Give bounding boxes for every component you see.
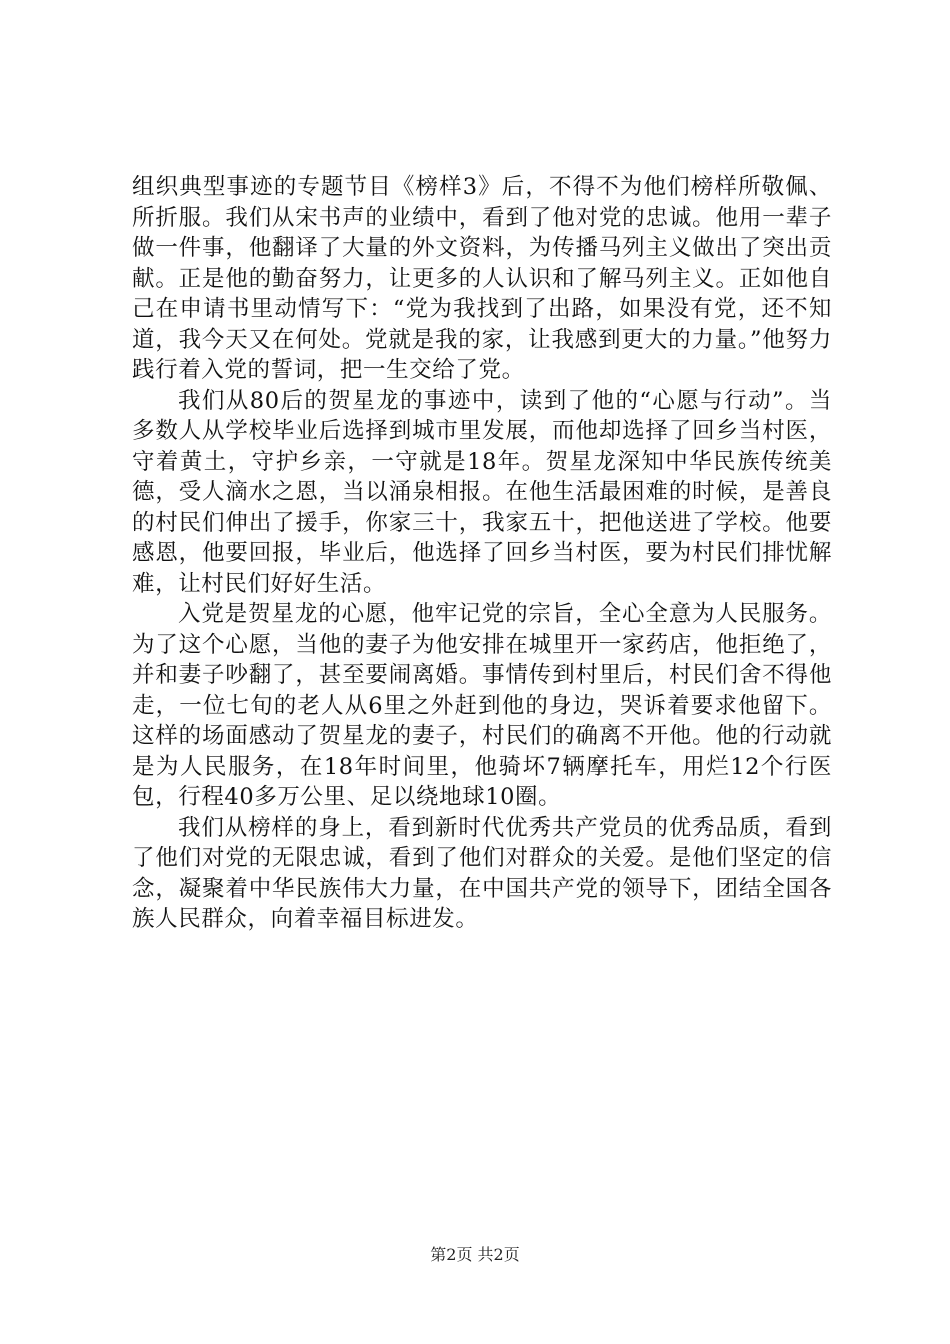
document-body [132,172,832,935]
paragraph-1: 组织典型事迹的专题节目《榜样3》后，不得不为他们榜样所敬佩、所折服。我们从宋书声的业绩中，看到了他对党的忠诚。他用一辈子做一件事，他翻译了大量的外文资料，为传播马列主义做出了突出贡献。正是他的勤奋努力，让更多的人认识和了解马列主义。正如他自己在申请书里动情写下：“党为我找到了出路，如果没有党，还不知道，我今天又在何处。党就是我的家，让我感到更大的力量。”他努力践行着入党的誓词，把一生交给了党。 [132,174,832,383]
paragraph-3: 入党是贺星龙的心愿，他牢记党的宗旨，全心全意为人民服务。为了这个心愿，当他的妻子为他安排在城里开一家药店，他拒绝了，并和妻子吵翻了，甚至要闹离婚。事情传到村里后，村民们舍不得他走，一位七旬的老人从6里之外赶到他的身边，哭诉着要求他留下。这样的场面感动了贺星龙的妻子，村民们的确离不开他。他的行动就是为人民服务，在18年时间里，他骑坏7辆摩托车，用烂12个行医包，行程40多万公里、足以绕地球10圈。 [132,601,832,810]
paragraph-2: 我们从80后的贺星龙的事迹中，读到了他的“心愿与行动”。当多数人从学校毕业后选择到城市里发展，而他却选择了回乡当村医，守着黄土，守护乡亲，一守就是18年。贺星龙深知中华民族传统美德，受人滴水之恩，当以涌泉相报。在他生活最困难的时候，是善良的村民们伸出了援手，你家三十，我家五十，把他送进了学校。他要感恩，他要回报，毕业后，他选择了回乡当村医，要为村民们排忧解难，让村民们好好生活。 [132,387,832,597]
page-footer: 第2页 共2页 [430,1245,520,1264]
paragraph-4: 我们从榜样的身上，看到新时代优秀共产党员的优秀品质，看到了他们对党的无限忠诚，看到了他们对群众的关爱。是他们坚定的信念，凝聚着中华民族伟大力量，在中国共产党的领导下，团结全国各族人民群众，向着幸福目标进发。 [132,814,832,932]
